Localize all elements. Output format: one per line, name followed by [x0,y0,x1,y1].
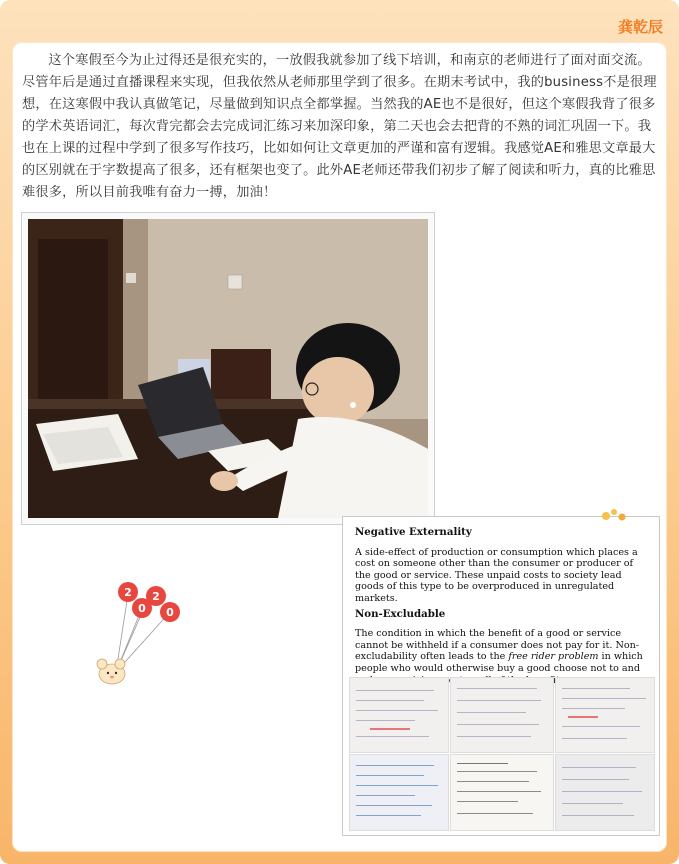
article-card [12,42,667,852]
term-negative-externality: Negative Externality [355,526,472,538]
notes-thumbnail [349,677,449,753]
term-non-excludable: Non-Excludable [355,607,446,620]
balloon-digit: 2 [152,590,160,603]
worksheet-text [355,525,651,702]
notes-thumbnail [450,754,554,831]
mouse-with-balloons-icon [86,576,196,686]
flower-decoration-icon [594,504,634,526]
definition-part: The condition in which the benefit of a good or service cannot be withheld if a consumer does not pay for it. Non-excludability often leads to the [355,628,640,663]
photo-illustration [28,219,428,518]
worksheet-collage [342,516,660,836]
notes-thumbnail [450,677,554,753]
photo-frame [21,212,435,525]
balloon-digit: 0 [166,606,174,619]
student-photo [28,219,428,518]
notes-thumbnail [555,677,655,753]
author-name: 龚乾辰 [617,18,663,36]
notes-thumbnail [555,754,655,831]
article-paragraph: 这个寒假至今为止过得还是很充实的，一放假我就参加了线下培训，和南京的老师进行了面对面交流。尽管年后是通过直播课程来实现，但我依然从老师那里学到了很多。在期末考试中，我的business不是很理想，在这寒假中我认真做笔记，尽量做到知识点全都掌握。当然我的AE也不是很好，但这个寒假我背了很多的学术英语词汇，每次背完都会去完成词汇练习来加深印象，第二天也会去把背的不熟的词汇巩固一下。我也在上课的过程中学到了很多写作技巧，比如如何让文章更加的严谨和富有逻辑。我感觉AE和雅思文章最大的区别就在于字数提高了很多，还有框架也变了。此外AE老师还带我们初步了解了阅读和听力，真的比雅思难很多，所以目前我唯有奋力一搏，加油！ [22,53,657,200]
definition-part: in which people who would otherwise buy a good choose not to and [355,651,643,674]
definition-negative-externality: A side-effect of production or consumption which places a cost on someone other than the consumer or producer of the good or service. These unpaid costs to society lead goods of this type to be overproduced in unregulated markets. [355,546,638,604]
notes-thumbnail [349,754,449,831]
balloon-digit: 0 [138,602,146,615]
balloon-digit: 2 [124,586,132,599]
notes-thumbnails [349,677,653,829]
definition-emphasis: free rider problem [508,651,599,663]
